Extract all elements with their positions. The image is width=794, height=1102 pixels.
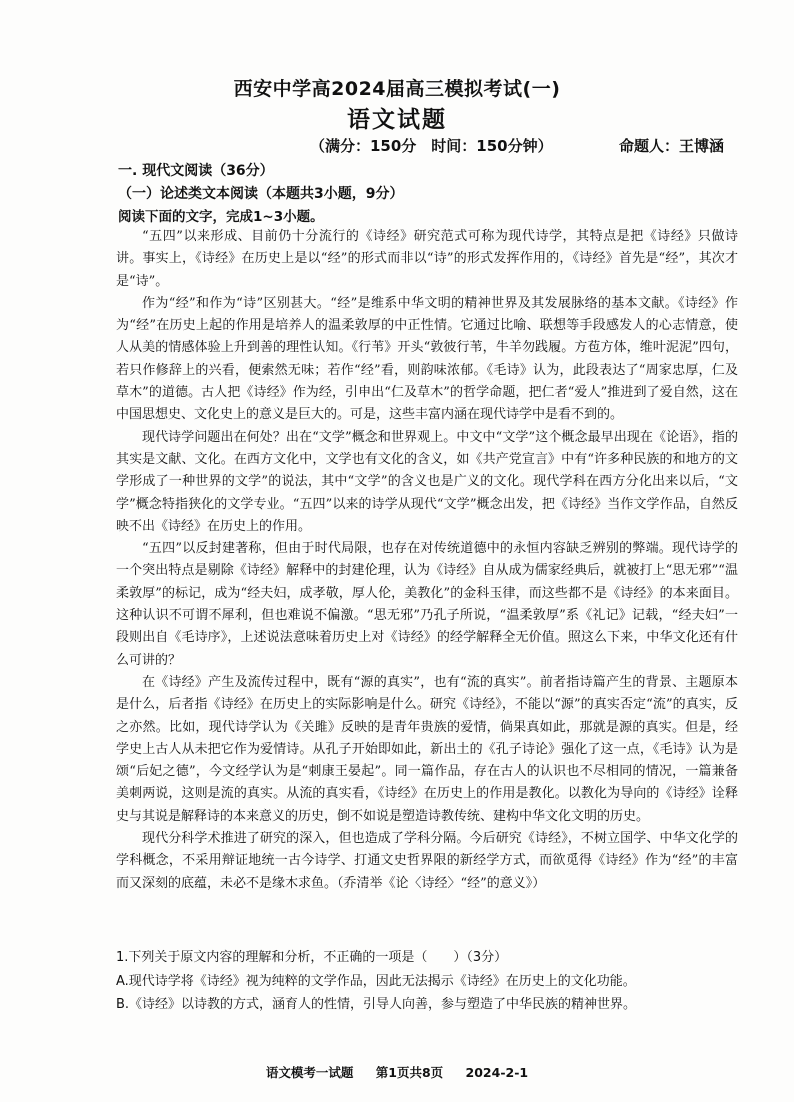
part-heading: 一. 现代文阅读（36分） <box>118 163 274 179</box>
footer-exam-name: 语文模考一试题 <box>265 1065 354 1080</box>
author-line: 命题人：王博涵 <box>619 137 725 155</box>
question-1-stem: 1.下列关于原文内容的理解和分析，不正确的一项是（ ）（3分） <box>116 950 508 965</box>
passage-paragraph: “五四”以来形成、目前仍十分流行的《诗经》研究范式可称为现代诗学，其特点是把《诗经》只做诗讲。事实上，《诗经》在历史上是以“经”的形式而非以“诗”的形式发挥作用的，《诗经》首先是“经”，其次才是“诗”。 <box>116 229 738 289</box>
page-footer <box>0 1063 794 1081</box>
passage-paragraph: 现代分科学术推进了研究的深入，但也造成了学科分隔。今后研究《诗经》，不树立国学、中华文化学的学科概念，不采用辩证地统一古今诗学、打通文史哲界限的新经学方式，而欲觅得《诗经》作为“经”的丰富而又深刻的底蕴，未必不是缘木求鱼。（乔清举《论〈诗经〉“经”的意义》） <box>116 831 738 891</box>
exam-title: 西安中学高2024届高三模拟考试(一) <box>233 78 561 100</box>
question-1-option-a: A.现代诗学将《诗经》视为纯粹的文学作品，因此无法揭示《诗经》在历史上的文化功能。 <box>116 974 636 989</box>
footer-date: 2024-2-1 <box>465 1065 529 1080</box>
footer-page-info: 第1页共8页 <box>375 1065 444 1080</box>
passage-paragraph: “五四”以反封建著称，但由于时代局限，也存在对传统道德中的永恒内容缺乏辨别的弊端。现代诗学的一个突出特点是剔除《诗经》解释中的封建伦理，认为《诗经》自从成为儒家经典后，就被打上“思无邪”“温柔敦厚”的标记，成为“经夫妇，成孝敬，厚人伦，美教化”的金科玉律，而这些都不是《诗经》的本来面目。这种认识不可谓不犀利，但也难说不偏激。“思无邪”乃孔子所说，“温柔敦厚”系《礼记》记载，“经夫妇”一段则出自《毛诗序》，上述说法意味着历史上对《诗经》的经学解释全无价值。照这么下来，中华文化还有什么可讲的？ <box>116 541 738 668</box>
passage-paragraph: 在《诗经》产生及流传过程中，既有“源的真实”，也有“流的真实”。前者指诗篇产生的背景、主题原本是什么，后者指《诗经》在历史上的实际影响是什么。研究《诗经》，不能以“源”的真实否定“流”的真实，反之亦然。比如，现代诗学认为《关雎》反映的是青年贵族的爱情，倘果真如此，那就是源的真实。但是，经学史上古人从未把它作为爱情诗。从孔子开始即如此，新出土的《孔子诗论》强化了这一点，《毛诗》认为是颂“后妃之德”，今文经学认为是“刺康王晏起”。同一篇作品，存在古人的认识也不尽相同的情况，一篇兼备美刺两说，这则是流的真实。从流的真实看，《诗经》在历史上的作用是教化。以教化为导向的《诗经》诠释史与其说是解释诗的本来意义的历史，倒不如说是塑造诗教传统、建构中华文化文明的历史。 <box>116 674 738 824</box>
passage-paragraph: 现代诗学问题出在何处？出在“文学”概念和世界观上。中文中“文学”这个概念最早出现在《论语》，指的其实是文献、文化。在西方文化中，文学也有文化的含义，如《共产党宣言》中有“许多种民族的和地方的文学形成了一种世界的文学”的说法，其中“文学”的含义也是广义的文化。现代学科在西方分化出来以后，“文学”概念特指狭化的文学专业。“五四”以来的诗学从现代“文学”概念出发，把《诗经》当作文学作品，自然反映不出《诗经》在历史上的作用。 <box>116 429 738 534</box>
reading-instruction: 阅读下面的文字，完成1~3小题。 <box>118 209 324 225</box>
reading-passage <box>116 226 738 895</box>
score-time-info: （满分：150分 时间：150分钟） <box>310 137 553 155</box>
subsection-heading: （一）论述类文本阅读（本题共3小题，9分） <box>118 186 404 202</box>
passage-paragraph: 作为“经”和作为“诗”区别甚大。“经”是维系中华文明的精神世界及其发展脉络的基本文献。《诗经》作为“经”在历史上起的作用是培养人的温柔敦厚的中正性情。它通过比喻、联想等手段感发人的心志情意，使人从美的情感体验上升到善的理性认知。《行苇》开头“敦彼行苇，牛羊勿践履。方苞方体，维叶泥泥”四句，若只作修辞上的兴看，便索然无味；若作“经”看，则韵味浓郁。《毛诗》认为，此段表达了“周家忠厚，仁及草木”的道德。古人把《诗经》作为经，引申出“仁及草木”的哲学命题，把仁者“爱人”推进到了爱自然，这在中国思想史、文化史上的意义是巨大的。可是，这些丰富内涵在现代诗学中是看不到的。 <box>116 295 738 423</box>
subject-title: 语文试题 <box>347 107 447 133</box>
question-1-option-b: B.《诗经》以诗教的方式，涵育人的性情，引导人向善，参与塑造了中华民族的精神世界。 <box>116 997 637 1012</box>
